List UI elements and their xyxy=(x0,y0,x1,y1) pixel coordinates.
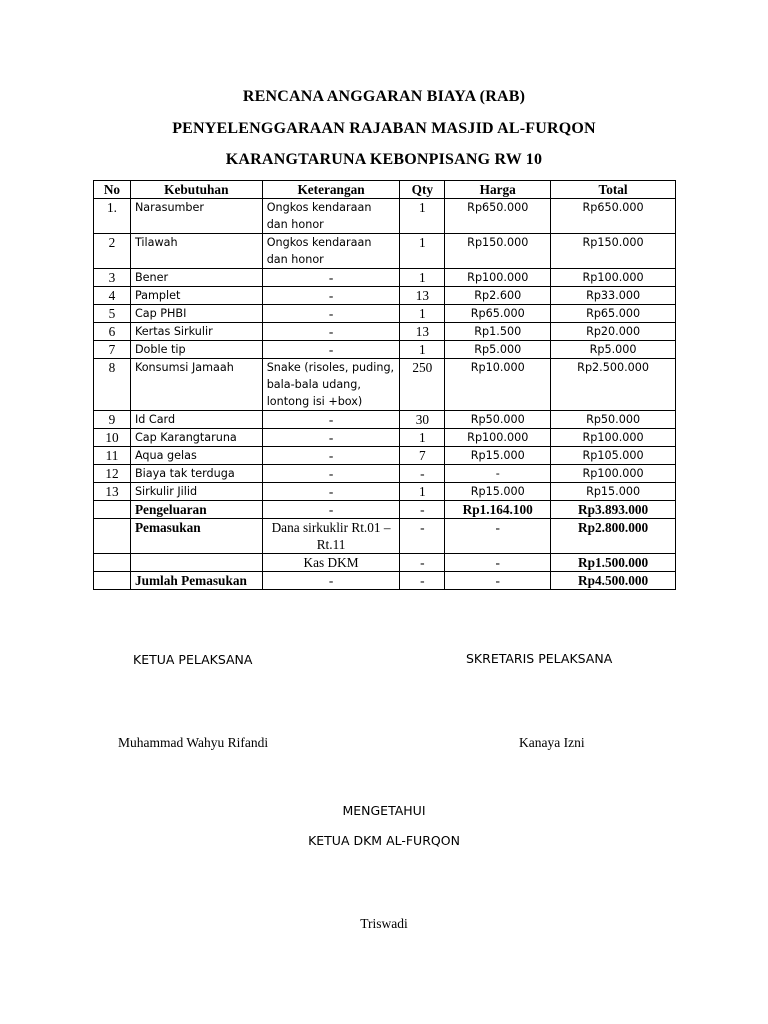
cell-harga: Rp15.000 xyxy=(445,483,551,501)
cell-no: 4 xyxy=(94,287,131,305)
cell-keterangan: - xyxy=(262,483,400,501)
cell-no: 1. xyxy=(94,199,131,234)
cell-total: Rp105.000 xyxy=(551,447,676,465)
cell-total: Rp15.000 xyxy=(551,483,676,501)
cell-qty: 250 xyxy=(400,359,445,411)
cell-qty: 1 xyxy=(400,305,445,323)
cell-no: 12 xyxy=(94,465,131,483)
jumlah-label: Jumlah Pemasukan xyxy=(130,572,262,590)
cell-keterangan: - xyxy=(262,411,400,429)
cell-qty: 1 xyxy=(400,429,445,447)
table-row xyxy=(94,234,676,269)
table-row xyxy=(94,483,676,501)
skretaris-pelaksana-label: SKRETARIS PELAKSANA xyxy=(466,651,613,666)
table-row xyxy=(94,269,676,287)
pengeluaran-row xyxy=(94,501,676,519)
table-row xyxy=(94,447,676,465)
cell-no: 8 xyxy=(94,359,131,411)
pemasukan-qty: - xyxy=(400,519,445,554)
cell-no: 3 xyxy=(94,269,131,287)
cell-qty: 1 xyxy=(400,234,445,269)
table-row xyxy=(94,323,676,341)
cell-no-empty xyxy=(94,501,131,519)
cell-qty: 30 xyxy=(400,411,445,429)
cell-qty: 1 xyxy=(400,269,445,287)
jumlah-pemasukan-row xyxy=(94,572,676,590)
budget-table xyxy=(93,180,676,590)
cell-harga: Rp5.000 xyxy=(445,341,551,359)
cell-total: Rp650.000 xyxy=(551,199,676,234)
cell-qty: 1 xyxy=(400,341,445,359)
cell-harga: Rp100.000 xyxy=(445,269,551,287)
cell-total: Rp65.000 xyxy=(551,305,676,323)
cell-total: Rp5.000 xyxy=(551,341,676,359)
kas-harga: - xyxy=(445,554,551,572)
cell-kebutuhan: Pamplet xyxy=(130,287,262,305)
cell-keterangan: Snake (risoles, puding, bala-bala udang, lontong isi +box) xyxy=(262,359,400,411)
cell-kebutuhan: Bener xyxy=(130,269,262,287)
kas-label-empty xyxy=(130,554,262,572)
cell-harga: Rp1.500 xyxy=(445,323,551,341)
pengeluaran-total: Rp3.893.000 xyxy=(551,501,676,519)
cell-keterangan: - xyxy=(262,465,400,483)
cell-keterangan: - xyxy=(262,269,400,287)
mengetahui-label: MENGETAHUI xyxy=(342,803,426,818)
cell-total: Rp33.000 xyxy=(551,287,676,305)
pengeluaran-qty: - xyxy=(400,501,445,519)
cell-keterangan: - xyxy=(262,305,400,323)
header-no: No xyxy=(94,181,131,199)
header-kebutuhan: Kebutuhan xyxy=(130,181,262,199)
cell-keterangan: - xyxy=(262,447,400,465)
cell-qty: 1 xyxy=(400,199,445,234)
cell-keterangan: Ongkos kendaraan dan honor xyxy=(262,234,400,269)
cell-total: Rp2.500.000 xyxy=(551,359,676,411)
header-qty: Qty xyxy=(400,181,445,199)
cell-qty: 7 xyxy=(400,447,445,465)
cell-no-empty xyxy=(94,554,131,572)
pemasukan-total: Rp2.800.000 xyxy=(551,519,676,554)
ketua-dkm-name: Triswadi xyxy=(360,916,408,931)
cell-total: Rp100.000 xyxy=(551,269,676,287)
cell-no: 6 xyxy=(94,323,131,341)
ketua-pelaksana-label: KETUA PELAKSANA xyxy=(133,652,253,667)
cell-no: 11 xyxy=(94,447,131,465)
pemasukan-harga: - xyxy=(445,519,551,554)
cell-harga: Rp15.000 xyxy=(445,447,551,465)
cell-harga: Rp150.000 xyxy=(445,234,551,269)
jumlah-qty: - xyxy=(400,572,445,590)
cell-harga: Rp65.000 xyxy=(445,305,551,323)
cell-harga: Rp650.000 xyxy=(445,199,551,234)
cell-kebutuhan: Cap Karangtaruna xyxy=(130,429,262,447)
cell-keterangan: - xyxy=(262,341,400,359)
cell-qty: 1 xyxy=(400,483,445,501)
cell-keterangan: - xyxy=(262,287,400,305)
cell-harga: Rp100.000 xyxy=(445,429,551,447)
cell-harga: Rp2.600 xyxy=(445,287,551,305)
pengeluaran-keterangan: - xyxy=(262,501,400,519)
cell-total: Rp100.000 xyxy=(551,429,676,447)
cell-no: 7 xyxy=(94,341,131,359)
document-subtitle: PENYELENGGARAAN RAJABAN MASJID AL-FURQON xyxy=(172,120,596,137)
cell-kebutuhan: Cap PHBI xyxy=(130,305,262,323)
pemasukan-keterangan: Dana sirkuklir Rt.01 – Rt.11 xyxy=(262,519,400,554)
cell-harga: Rp50.000 xyxy=(445,411,551,429)
cell-no-empty xyxy=(94,572,131,590)
pengeluaran-harga: Rp1.164.100 xyxy=(445,501,551,519)
document-organization: KARANGTARUNA KEBONPISANG RW 10 xyxy=(225,151,543,168)
cell-total: Rp100.000 xyxy=(551,465,676,483)
cell-kebutuhan: Kertas Sirkulir xyxy=(130,323,262,341)
header-total: Total xyxy=(551,181,676,199)
jumlah-harga: - xyxy=(445,572,551,590)
cell-kebutuhan: Biaya tak terduga xyxy=(130,465,262,483)
cell-total: Rp50.000 xyxy=(551,411,676,429)
table-row xyxy=(94,287,676,305)
table-header-row xyxy=(94,181,676,199)
kas-qty: - xyxy=(400,554,445,572)
cell-qty: 13 xyxy=(400,323,445,341)
cell-no: 10 xyxy=(94,429,131,447)
cell-no: 13 xyxy=(94,483,131,501)
header-harga: Harga xyxy=(445,181,551,199)
cell-qty: 13 xyxy=(400,287,445,305)
jumlah-keterangan: - xyxy=(262,572,400,590)
kas-keterangan: Kas DKM xyxy=(262,554,400,572)
kas-total: Rp1.500.000 xyxy=(551,554,676,572)
cell-keterangan: - xyxy=(262,429,400,447)
table-row xyxy=(94,465,676,483)
cell-kebutuhan: Konsumsi Jamaah xyxy=(130,359,262,411)
pengeluaran-label: Pengeluaran xyxy=(130,501,262,519)
table-row xyxy=(94,429,676,447)
jumlah-total: Rp4.500.000 xyxy=(551,572,676,590)
cell-no: 5 xyxy=(94,305,131,323)
cell-keterangan: - xyxy=(262,323,400,341)
cell-kebutuhan: Tilawah xyxy=(130,234,262,269)
ketua-pelaksana-name: Muhammad Wahyu Rifandi xyxy=(118,735,269,750)
cell-kebutuhan: Doble tip xyxy=(130,341,262,359)
cell-total: Rp20.000 xyxy=(551,323,676,341)
cell-no-empty xyxy=(94,519,131,554)
table-row xyxy=(94,411,676,429)
ketua-dkm-label: KETUA DKM AL-FURQON xyxy=(308,833,460,848)
table-row xyxy=(94,359,676,411)
pemasukan-row xyxy=(94,519,676,554)
cell-kebutuhan: Id Card xyxy=(130,411,262,429)
cell-kebutuhan: Aqua gelas xyxy=(130,447,262,465)
cell-harga: Rp10.000 xyxy=(445,359,551,411)
document-title: RENCANA ANGGARAN BIAYA (RAB) xyxy=(242,88,526,105)
table-row xyxy=(94,341,676,359)
cell-no: 9 xyxy=(94,411,131,429)
cell-kebutuhan: Narasumber xyxy=(130,199,262,234)
cell-harga: - xyxy=(445,465,551,483)
cell-no: 2 xyxy=(94,234,131,269)
header-keterangan: Keterangan xyxy=(262,181,400,199)
cell-qty: - xyxy=(400,465,445,483)
cell-kebutuhan: Sirkulir Jilid xyxy=(130,483,262,501)
skretaris-pelaksana-name: Kanaya Izni xyxy=(519,735,585,750)
table-row xyxy=(94,305,676,323)
table-row xyxy=(94,199,676,234)
kas-row xyxy=(94,554,676,572)
pemasukan-label: Pemasukan xyxy=(130,519,262,554)
cell-keterangan: Ongkos kendaraan dan honor xyxy=(262,199,400,234)
cell-total: Rp150.000 xyxy=(551,234,676,269)
